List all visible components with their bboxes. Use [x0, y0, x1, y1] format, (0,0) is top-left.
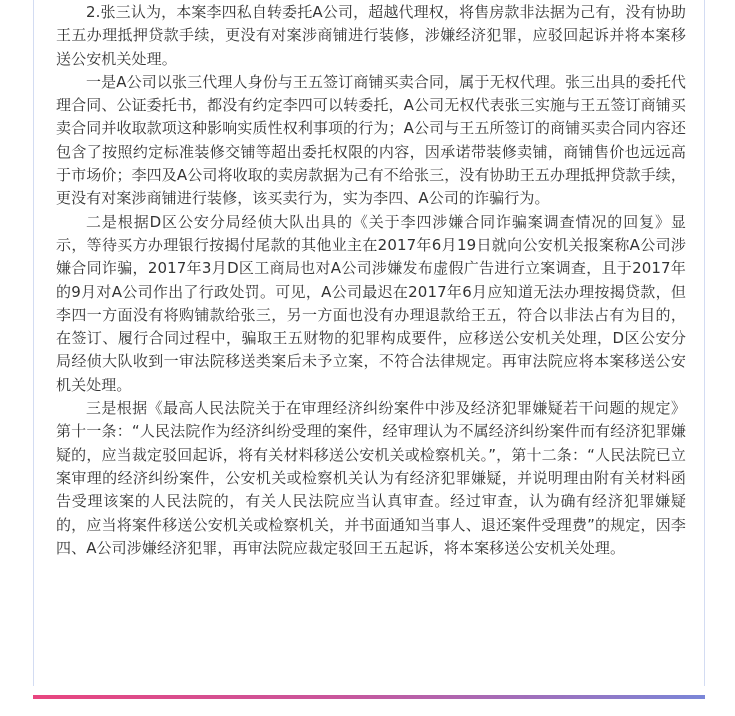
article-body [56, 1, 686, 560]
article-card [33, 0, 705, 686]
paragraph-point-one: 一是A公司以张三代理人身份与王五签订商铺买卖合同，属于无权代理。张三出具的委托代理合同、公证委托书，都没有约定李四可以转委托，A公司无权代表张三实施与王五签订商铺买卖合同并收取款项这种影响实质性权利事项的行为；A公司与王五所签订的商铺买卖合同内容还包含了按照约定标准装修交铺等超出委托权限的内容，因承诺带装修卖铺，商铺售价也远远高于市场价；李四及A公司将收取的卖房款据为己有不给张三，没有协助王五办理抵押贷款手续，更没有对案涉商铺进行装修，该买卖行为，实为李四、A公司的诈骗行为。 [56, 72, 686, 208]
paragraph-zhangsan-claim: 2.张三认为，本案李四私自转委托A公司，超越代理权，将售房款非法据为己有，没有协助王五办理抵押贷款手续，更没有对案涉商铺进行装修，涉嫌经济犯罪，应驳回起诉并将本案移送公安机关处理。 [56, 3, 686, 68]
paragraph-point-three: 三是根据《最高人民法院关于在审理经济纠纷案件中涉及经济犯罪嫌疑若干问题的规定》第十一条：“人民法院作为经济纠纷受理的案件，经审理认为不属经济纠纷案件而有经济犯罪嫌疑的，应当裁定驳回起诉，将有关材料移送公安机关或检察机关。”，第十二条：“人民法院已立案审理的经济纠纷案件，公安机关或检察机关认为有经济犯罪嫌疑，并说明理由附有关材料函告受理该案的人民法院的，有关人民法院应当认真审查。经过审查，认为确有经济犯罪嫌疑的，应当将案件移送公安机关或检察机关，并书面通知当事人、退还案件受理费”的规定，因李四、A公司涉嫌经济犯罪，再审法院应裁定驳回王五起诉，将本案移送公安机关处理。 [56, 399, 686, 557]
paragraph-point-two: 二是根据D区公安分局经侦大队出具的《关于李四涉嫌合同诈骗案调查情况的回复》显示，等待买方办理银行按揭付尾款的其他业主在2017年6月19日就向公安机关报案称A公司涉嫌合同诈骗，2017年3月D区工商局也对A公司涉嫌发布虚假广告进行立案调查，且于2017年的9月对A公司作出了行政处罚。可见，A公司最迟在2017年6月应知道无法办理按揭贷款，但李四一方面没有将购铺款给张三，另一方面也没有办理退款给王五，符合以非法占有为目的，在签订、履行合同过程中，骗取王五财物的犯罪构成要件，应移送公安机关处理，D区公安分局经侦大队收到一审法院移送类案后未予立案，不符合法律规定。再审法院应将本案移送公安机关处理。 [56, 212, 686, 394]
bottom-divider-bar [33, 695, 705, 699]
